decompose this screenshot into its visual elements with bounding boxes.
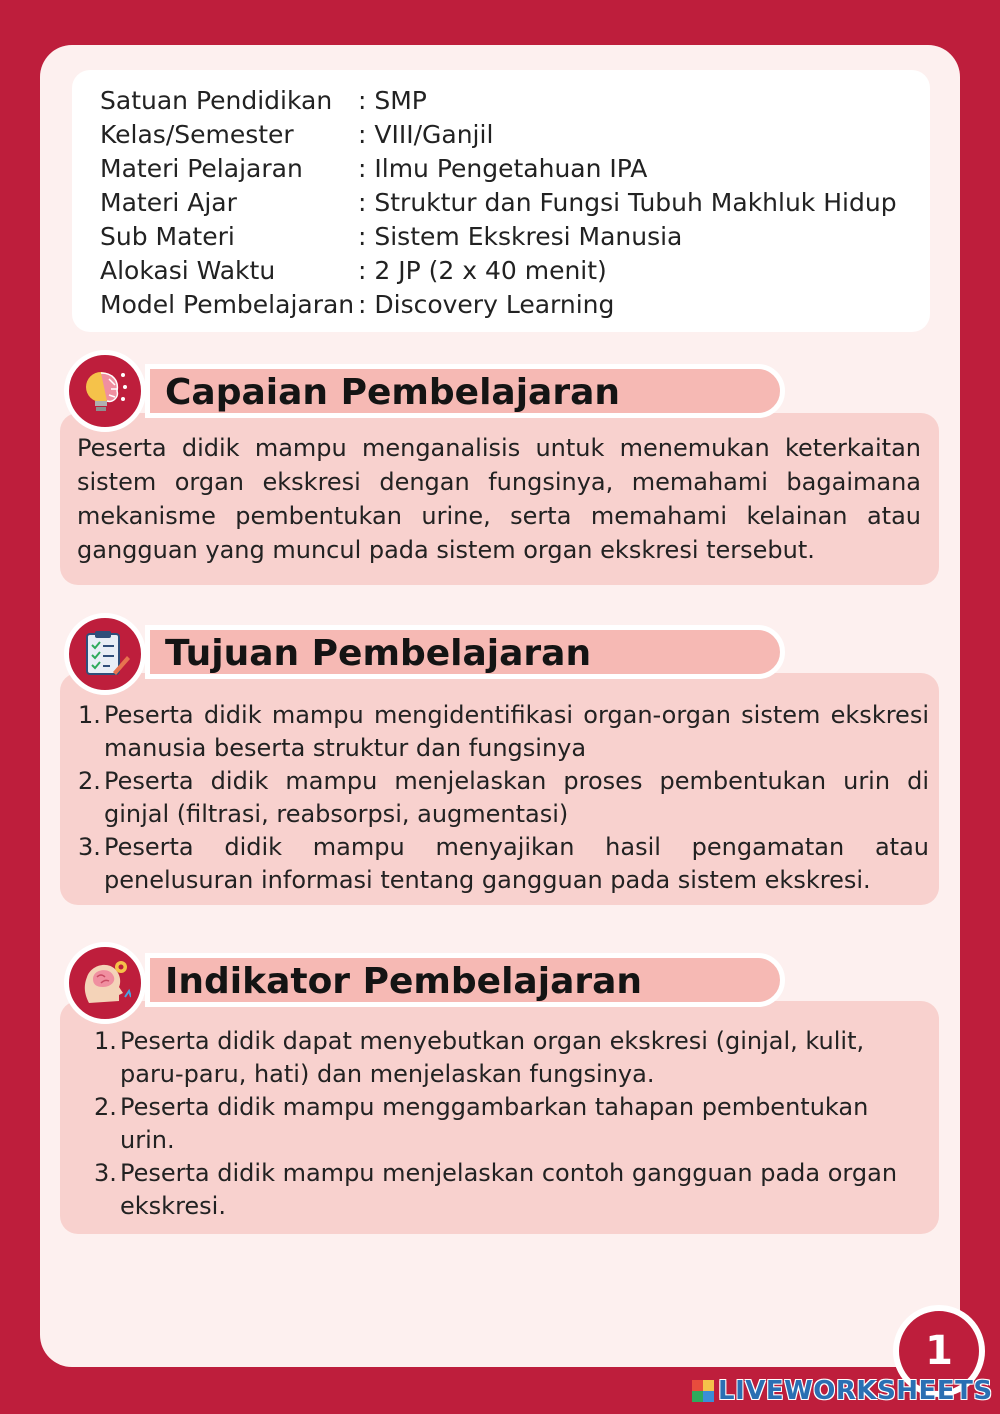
identity-row xyxy=(100,84,897,118)
list-item-number: 2. xyxy=(94,1093,117,1121)
identity-label: Sub Materi xyxy=(100,222,235,251)
list-item-text: Peserta didik dapat menyebutkan organ ekskresi (ginjal, kulit, paru-paru, hati) dan menjelaskan fungsinya. xyxy=(120,1027,865,1088)
liveworksheets-logo-icon xyxy=(692,1380,714,1402)
list-item-text: Peserta didik mampu menggambarkan tahapan pembentukan urin. xyxy=(120,1093,869,1154)
identity-label: Satuan Pendidikan xyxy=(100,86,333,115)
capaian-title: Capaian Pembelajaran xyxy=(165,372,621,413)
list-item xyxy=(94,1091,925,1157)
indikator-box xyxy=(60,1001,939,1234)
tujuan-box xyxy=(60,673,939,905)
identity-label: Alokasi Waktu xyxy=(100,256,276,285)
tujuan-title: Tujuan Pembelajaran xyxy=(165,633,592,674)
list-item xyxy=(78,699,929,765)
list-item-text: Peserta didik mampu menjelaskan proses pembentukan urin di ginjal (filtrasi, reabsorpsi, augmentasi) xyxy=(104,767,929,828)
capaian-header xyxy=(145,364,785,418)
identity-row xyxy=(100,186,897,220)
identity-value: : Sistem Ekskresi Manusia xyxy=(358,222,683,251)
worksheet-page xyxy=(40,45,960,1367)
head-brain-gear-icon xyxy=(64,942,146,1024)
checklist-clipboard-icon xyxy=(64,613,146,695)
indikator-title: Indikator Pembelajaran xyxy=(165,961,643,1002)
list-item-text: Peserta didik mampu menyajikan hasil pengamatan atau penelusuran informasi tentang gangguan pada sistem ekskresi. xyxy=(104,833,929,894)
list-item xyxy=(78,831,929,897)
identity-value: : VIII/Ganjil xyxy=(358,120,494,149)
tujuan-header xyxy=(145,625,785,679)
list-item-number: 1. xyxy=(94,1027,117,1055)
identity-label: Materi Pelajaran xyxy=(100,154,303,183)
list-item-number: 3. xyxy=(78,833,101,861)
identity-value: : SMP xyxy=(358,86,427,115)
watermark-text: LIVEWORKSHEETS xyxy=(718,1376,993,1406)
list-item-number: 1. xyxy=(78,701,101,729)
identity-row xyxy=(100,220,897,254)
list-item-number: 2. xyxy=(78,767,101,795)
page-number: 1 xyxy=(893,1305,985,1397)
identity-value: : 2 JP (2 x 40 menit) xyxy=(358,256,607,285)
list-item xyxy=(94,1025,925,1091)
lightbulb-brain-icon xyxy=(64,350,146,432)
indikator-list xyxy=(94,1025,925,1223)
identity-value: : Discovery Learning xyxy=(358,290,615,319)
list-item-text: Peserta didik mampu menjelaskan contoh gangguan pada organ ekskresi. xyxy=(120,1159,898,1220)
list-item-text: Peserta didik mampu mengidentifikasi organ-organ sistem ekskresi manusia beserta struktur dan fungsinya xyxy=(104,701,929,762)
identity-row xyxy=(100,254,897,288)
identity-row xyxy=(100,288,897,322)
identity-label: Model Pembelajaran xyxy=(100,290,355,319)
tujuan-list xyxy=(78,699,929,897)
capaian-text: Peserta didik mampu menganalisis untuk menemukan keterkaitan sistem organ ekskresi dengan fungsinya, memahami bagaimana mekanisme pembentukan urine, serta memahami kelainan atau gangguan yang muncul pada sistem organ ekskresi tersebut. xyxy=(77,434,921,564)
identity-table xyxy=(100,84,897,322)
list-item xyxy=(78,765,929,831)
identity-label: Kelas/Semester xyxy=(100,120,294,149)
capaian-box xyxy=(60,413,939,585)
list-item xyxy=(94,1157,925,1223)
identity-value: : Struktur dan Fungsi Tubuh Makhluk Hidup xyxy=(358,188,897,217)
liveworksheets-watermark xyxy=(692,1374,993,1408)
indikator-header xyxy=(145,953,785,1007)
identity-card xyxy=(72,70,930,332)
list-item-number: 3. xyxy=(94,1159,117,1187)
identity-value: : Ilmu Pengetahuan IPA xyxy=(358,154,648,183)
identity-row xyxy=(100,152,897,186)
identity-row xyxy=(100,118,897,152)
identity-label: Materi Ajar xyxy=(100,188,237,217)
